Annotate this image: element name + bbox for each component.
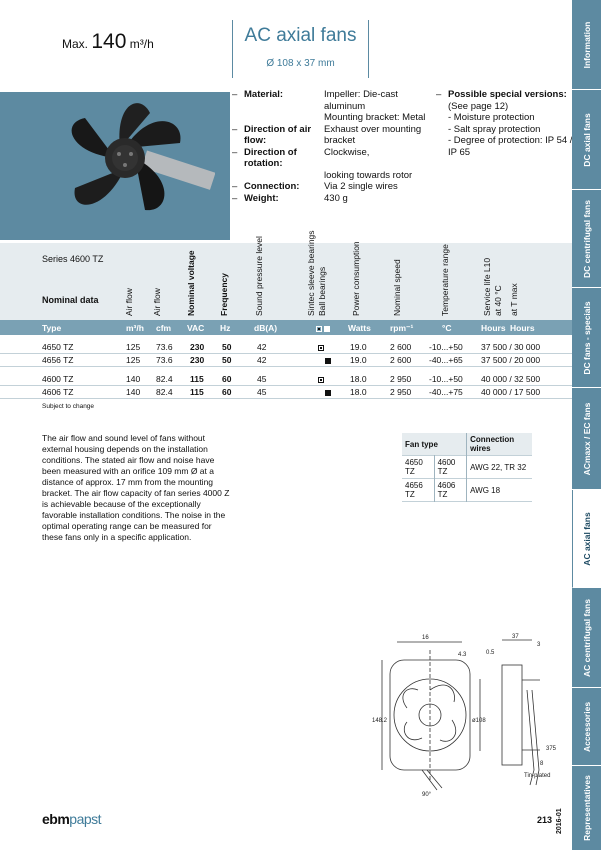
page-number: 213 [537,815,553,825]
tab-representatives[interactable]: Representatives [581,775,592,841]
title-divider-right [368,20,369,78]
table-cell: 82.4 [156,387,173,397]
table-cell: 45 [257,374,267,384]
table-cell: 42 [257,342,267,352]
dim-108: ø108 [472,718,486,724]
max-unit: m³/h [129,37,154,51]
table-cell: 60 [222,374,232,384]
unit-type: Type [42,323,62,333]
page-subtitle: Ø 108 x 37 mm [266,58,335,69]
table-cell: -40...+65 [429,355,463,365]
dim-3: 3 [537,642,541,648]
page-title: AC axial fans [244,25,357,46]
unit-rpm: rpm⁻¹ [390,323,414,333]
nominal-label: Nominal data [42,295,99,305]
row-divider [0,353,572,354]
header-power: Power consumption [351,241,361,316]
bearing-symbol [325,355,331,365]
tab-ac-centrifugal-fans[interactable]: AC centrifugal fans [572,588,601,688]
table-cell: 37 500 / 20 000 [481,355,541,365]
table-cell: 73.6 [156,342,173,352]
table-cell: 40 000 / 17 500 [481,387,541,397]
spec-row: – Material: Impeller: Die-cast aluminum [232,89,398,112]
unit-m3h: m³/h [126,323,144,333]
header-frequency: Frequency [219,273,229,316]
table-cell: 4600 TZ [42,374,74,384]
wiring-header-row: Fan type Connection wires [402,433,532,456]
fan-photo [55,88,215,228]
unit-vac: VAC [187,323,205,333]
unit-bearing-symbols [316,323,330,333]
description-text: The air flow and sound level of fans without external housing depends on the installation conditions. The stated air flow and noise have been measured with an orifice 109 mm Ø at a distance of approx. 17 mm from the mounting bracket. The air flow capacity of fan series 4000 Z is achievable because of the exceptionally favorable installation conditions. The noise in the optimal operating range can be measured for these fans only in a specific application. [42,433,230,542]
dim-16: 16 [422,635,429,641]
table-cell: 18.0 [350,387,367,397]
table-cell: 125 [126,355,141,365]
dim-4-3: 4.3 [458,652,467,658]
table-cell: 50 [222,342,232,352]
tab-dc-fans-specials[interactable]: DC fans - specials [572,288,601,388]
table-cell: -10...+50 [429,342,463,352]
tab-acmaxx-ec-fans[interactable]: ACmaxx / EC fans [572,388,601,490]
table-cell: 4650 TZ [42,342,74,352]
header-temperature: Temperature range [440,244,450,316]
tin-plated-label: Tin-plated [524,773,551,779]
spec-row: – Connection: Via 2 single wires [232,181,398,192]
tab-dc-axial-fans[interactable]: DC axial fans [572,90,601,190]
table-cell: 40 000 / 32 500 [481,374,541,384]
table-cell: 45 [257,387,267,397]
tab-information[interactable]: Information [572,0,601,90]
table-cell: 18.0 [350,374,367,384]
row-divider [0,398,572,399]
table-cell: 19.0 [350,355,367,365]
max-airflow-header [62,30,154,54]
table-row: 4650 TZ 4600 TZ AWG 22, TR 32 [402,456,532,479]
dim-8: 8 [540,761,544,767]
tab-accessories[interactable]: Accessories [572,688,601,766]
header-speed: Nominal speed [392,259,402,316]
table-cell: 37 500 / 30 000 [481,342,541,352]
tab-ac-axial-fans[interactable]: AC axial fans [572,490,601,588]
table-cell: 140 [126,387,141,397]
spec-row: Mounting bracket: Metal [324,112,426,123]
table-cell: 4606 TZ [42,387,74,397]
dim-148-2: 148.2 [372,718,388,724]
table-cell: 2 600 [390,342,412,352]
table-row: 4656 TZ 4606 TZ AWG 18 [402,479,532,502]
header-sleeve-bearings: Sintec sleeve bearings [306,230,316,316]
table-cell: 140 [126,374,141,384]
tab-dc-centrifugal-fans[interactable]: DC centrifugal fans [572,190,601,288]
table-cell: -40...+75 [429,387,463,397]
dimension-drawing [362,630,572,800]
spec-row: – Direction of rotation: Clockwise, [232,146,370,169]
ebmpapst-logo: ebmpapst [42,811,102,827]
unit-celsius: °C [442,323,452,333]
table-cell: 2 600 [390,355,412,365]
unit-hz: Hz [220,323,231,333]
unit-hours-2: Hours [510,323,535,333]
unit-cfm: cfm [156,323,172,333]
table-cell: 2 950 [390,387,412,397]
table-cell: 73.6 [156,355,173,365]
header-airflow-m3h: Air flow [124,288,134,316]
table-cell: 82.4 [156,374,173,384]
specs-list [232,89,437,204]
table-cell: 230 [190,355,205,365]
sleeve-bearing-symbol [318,377,324,383]
edition-date: 2016-01 [556,808,563,834]
spec-row: looking towards rotor [324,169,413,181]
row-divider [0,385,572,386]
dim-90: 90° [422,792,432,798]
ball-bearing-symbol [325,390,331,396]
unit-hours-1: Hours [481,323,506,333]
table-cell: 115 [190,374,204,384]
header-nominal-voltage: Nominal voltage [186,250,196,316]
sleeve-bearing-symbol [318,345,324,351]
header-sound-pressure: Sound pressure level [254,236,264,316]
wiring-table [402,433,532,502]
table-cell: -10...+50 [429,374,463,384]
bearing-symbol [318,374,324,384]
table-cell: 42 [257,355,267,365]
spec-row: – Weight: 430 g [232,192,348,204]
table-cell: 19.0 [350,342,367,352]
subject-to-change: Subject to change [42,403,95,410]
table-cell: 115 [190,387,204,397]
table-cell: 2 950 [390,374,412,384]
table-cell: 230 [190,342,205,352]
table-cell: 4656 TZ [42,355,74,365]
series-label: Series 4600 TZ [42,254,104,264]
dim-375: 375 [546,746,557,752]
dim-37: 37 [512,634,519,640]
max-label: Max. [62,37,89,51]
unit-dba: dB(A) [254,323,278,333]
unit-watts: Watts [348,323,371,333]
header-service-life-40: at 40 °C [493,285,503,316]
header-service-life-tmax: at T max [509,283,519,316]
table-cell: 50 [222,355,232,365]
dim-0-5: 0.5 [486,650,495,656]
row-divider [0,366,572,367]
bearing-symbol [325,387,331,397]
spec-row: – Direction of air flow: Exhaust over mounting bracket [232,123,422,146]
header-service-life: Service life L10 [482,257,492,316]
header-airflow-cfm: Air flow [152,288,162,316]
table-cell: 60 [222,387,232,397]
max-value: 140 [91,30,127,53]
table-cell: 125 [126,342,141,352]
bearing-symbol [318,342,324,352]
ball-bearing-symbol [325,358,331,364]
header-ball-bearings: Ball bearings [317,266,327,316]
special-versions: – Possible special versions: (See page 12) - Moisture protection - Salt spray protection - Degree of protection: IP 54 / IP 65 [436,89,573,158]
